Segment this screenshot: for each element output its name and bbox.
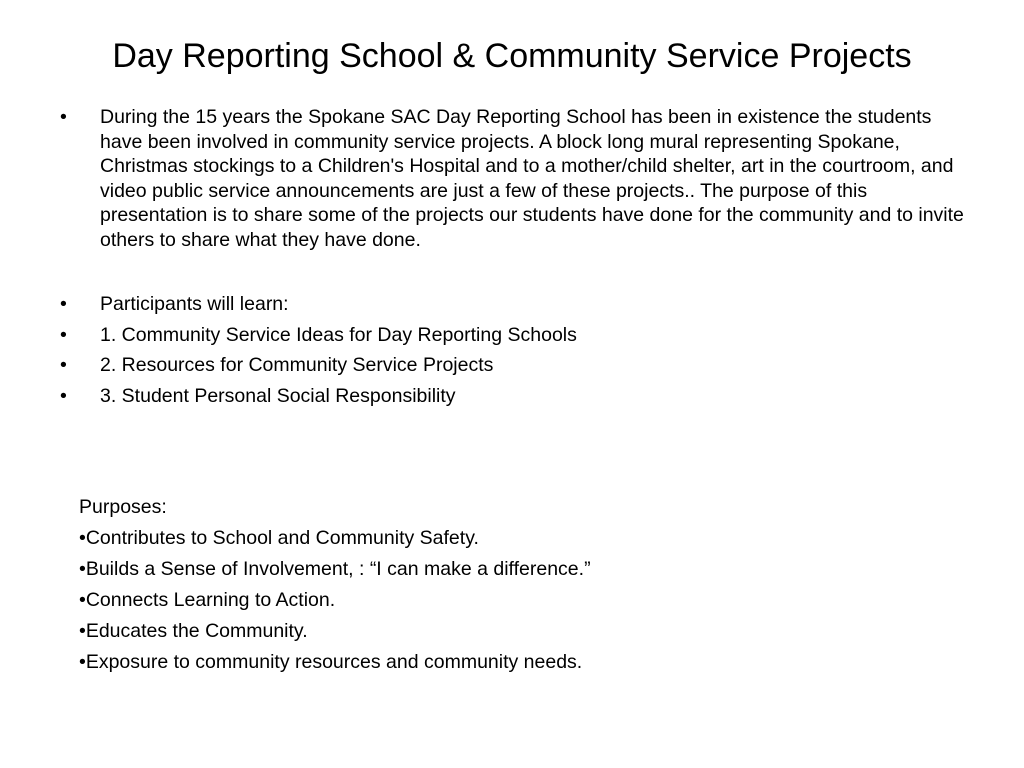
intro-paragraph: During the 15 years the Spokane SAC Day Reporting School has been in existence the students have been involved in community service projects. A block long mural representing Spokane, Christmas stockings to a Children's Hospital and to a mother/child shelter, art in the courtroom, and video public service announcements are just a few of these projects.. The purpose of this presentation is to share some of the projects our students have done for the community and to invite others to share what they have done. bbox=[100, 106, 964, 251]
bullet-icon: • bbox=[60, 354, 67, 376]
bullet-icon: • bbox=[60, 384, 67, 407]
bullet-item-intro bbox=[60, 105, 970, 252]
purpose-item: •Exposure to community resources and community needs. bbox=[79, 651, 583, 673]
bullet-icon: • bbox=[60, 106, 67, 128]
purposes-heading: Purposes: bbox=[79, 496, 167, 518]
learn-heading: Participants will learn: bbox=[100, 293, 289, 315]
purpose-item: •Builds a Sense of Involvement, : “I can make a difference.” bbox=[79, 558, 591, 580]
learn-item: 1. Community Service Ideas for Day Reporting Schools bbox=[100, 323, 577, 346]
learn-item: 3. Student Personal Social Responsibility bbox=[100, 384, 456, 407]
bullet-list bbox=[60, 105, 970, 411]
bullet-item-learn-1 bbox=[60, 320, 970, 351]
bullet-item-learn-heading bbox=[60, 289, 970, 320]
bullet-icon: • bbox=[60, 323, 67, 346]
bullet-item-learn-3 bbox=[60, 381, 970, 412]
bullet-icon: • bbox=[60, 293, 67, 315]
purpose-item: •Educates the Community. bbox=[79, 620, 308, 642]
purposes-block bbox=[79, 492, 979, 678]
learn-item: 2. Resources for Community Service Projects bbox=[100, 354, 494, 376]
purpose-item: •Connects Learning to Action. bbox=[79, 589, 336, 611]
slide-title: Day Reporting School & Community Service Projects bbox=[112, 37, 912, 75]
purpose-item: •Contributes to School and Community Safety. bbox=[79, 527, 479, 549]
bullet-item-learn-2 bbox=[60, 350, 970, 381]
